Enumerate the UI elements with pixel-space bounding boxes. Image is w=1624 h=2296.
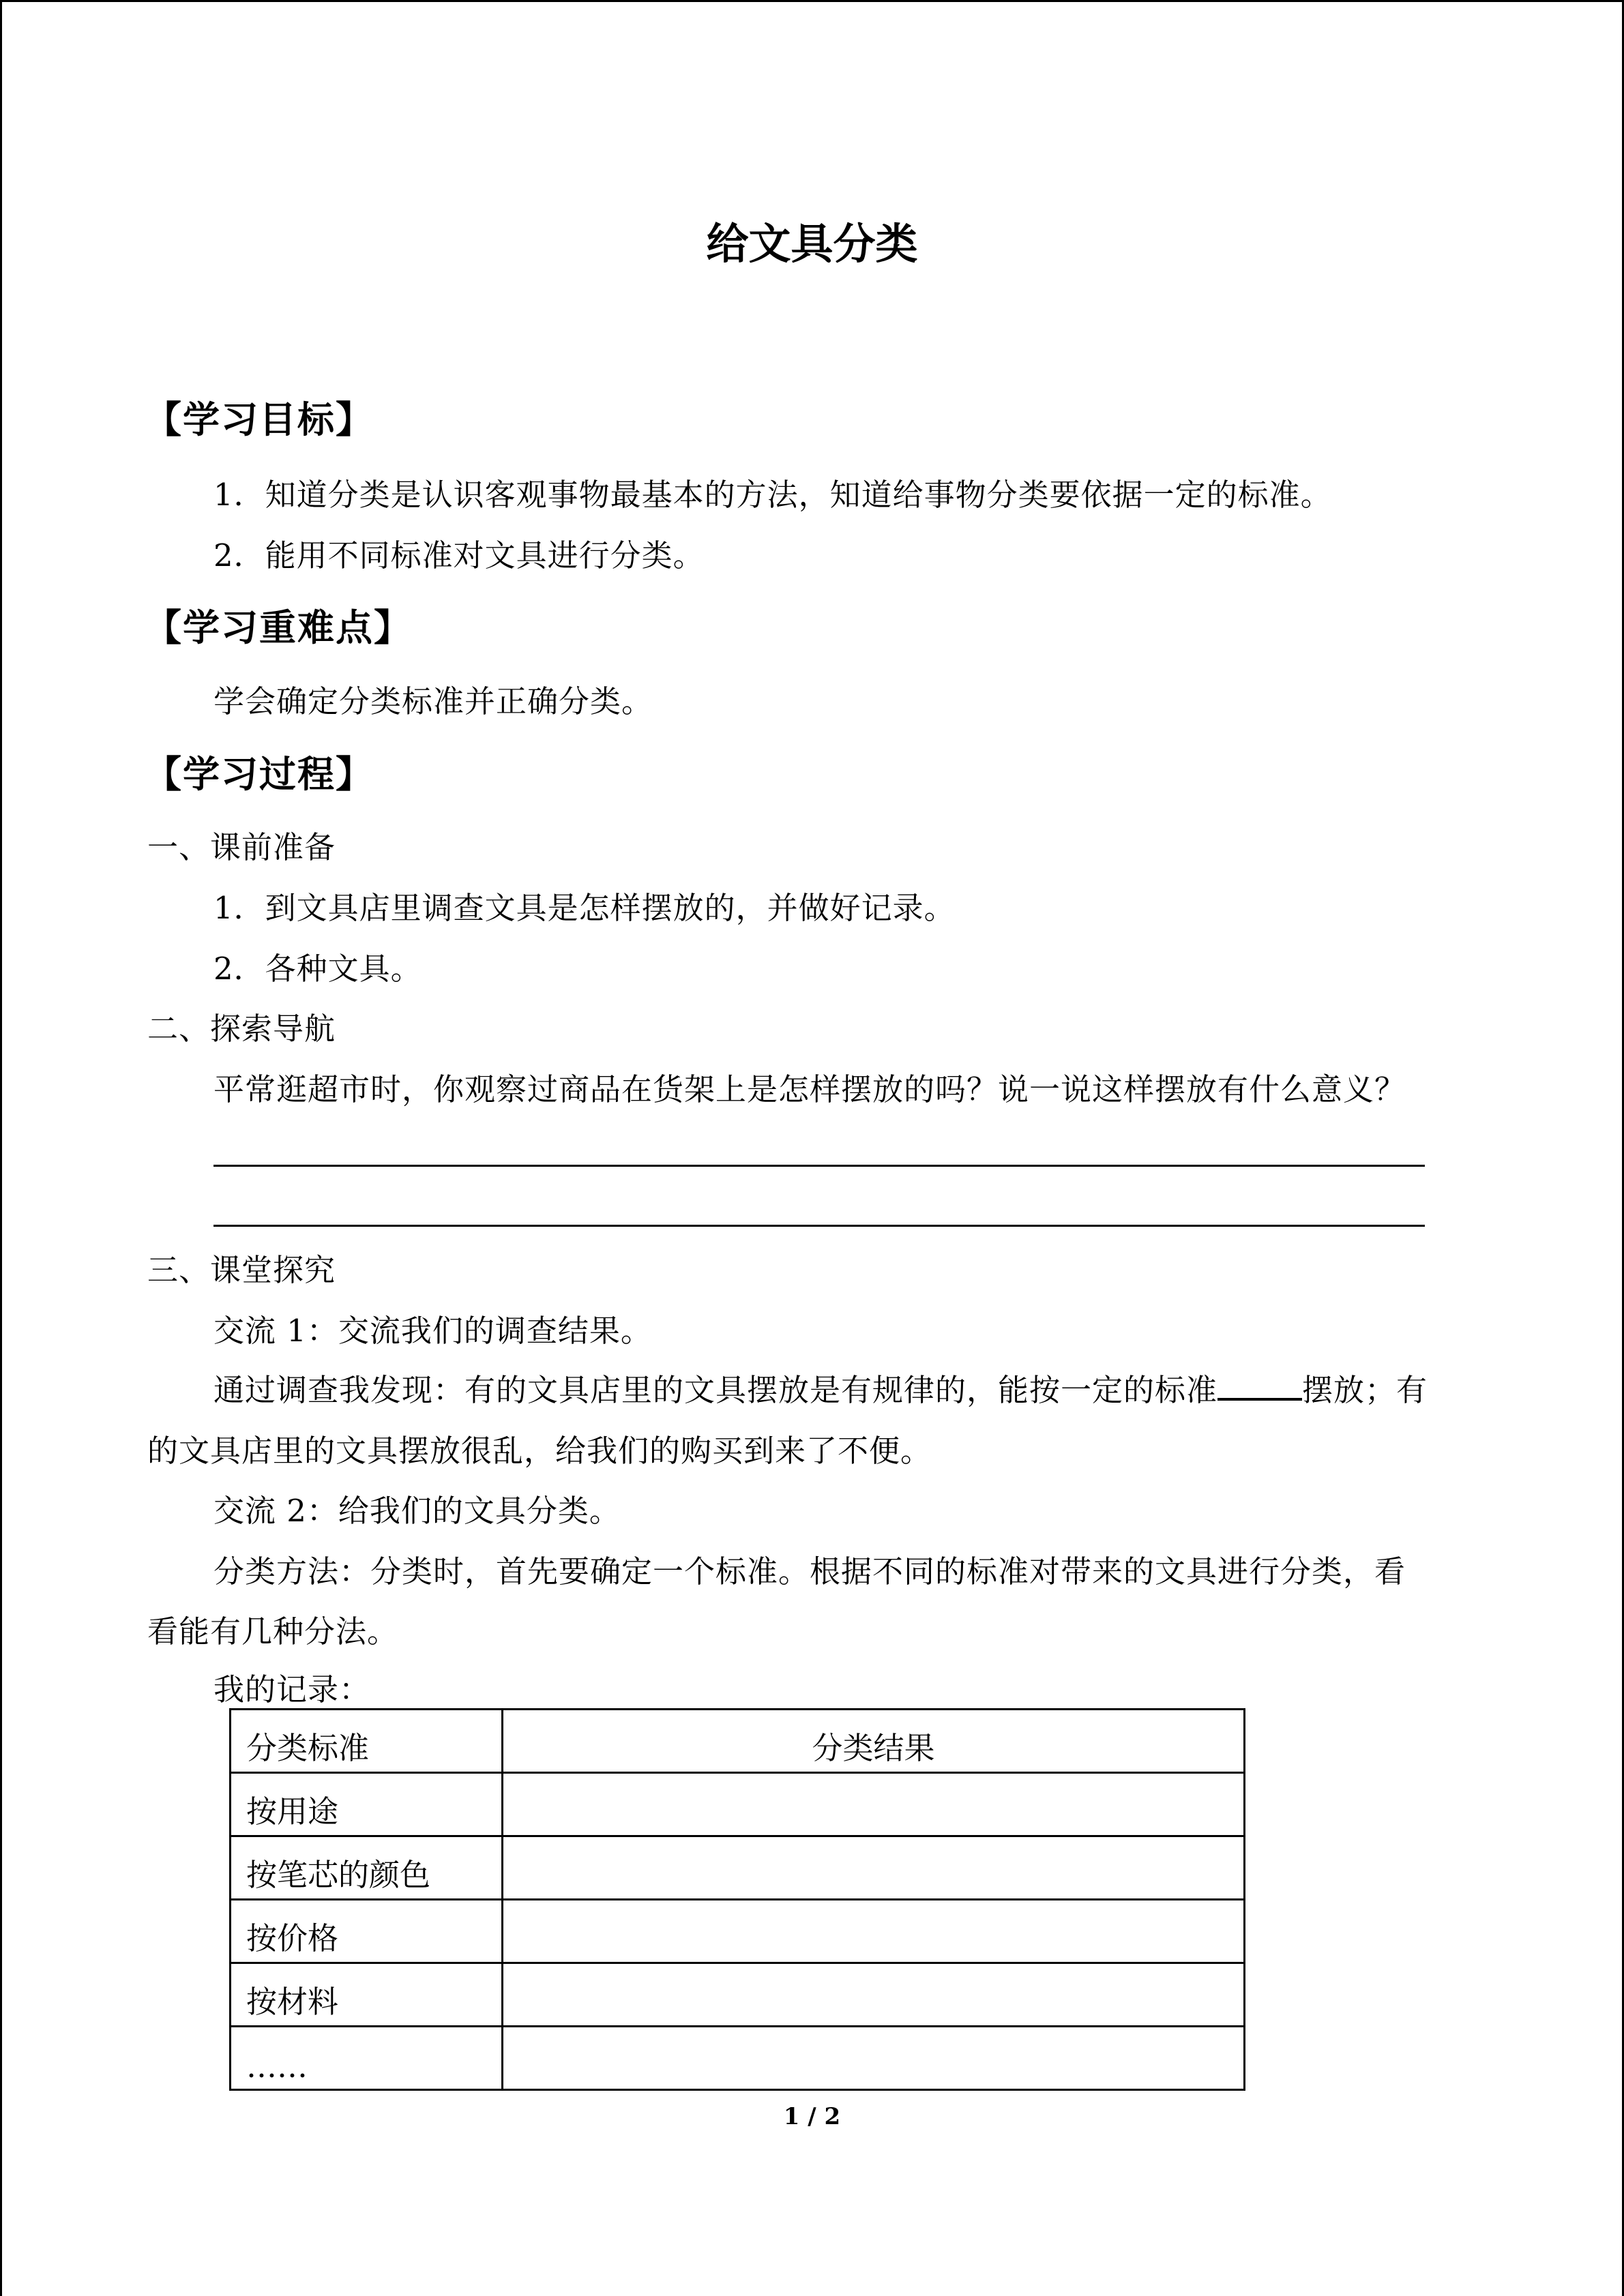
part1-label: 一、课前准备 [147, 829, 336, 865]
goal-item-2: 2．能用不同标准对文具进行分类。 [213, 537, 705, 573]
part1-item-2: 2．各种文具。 [213, 951, 422, 987]
part1-item-1: 1．到文具店里调查文具是怎样摆放的，并做好记录。 [213, 890, 956, 926]
row-result[interactable] [503, 1773, 1245, 1836]
table-row [231, 1963, 1245, 2027]
part3-label: 三、课堂探究 [147, 1252, 336, 1288]
table-row [231, 1836, 1245, 1900]
table-row [231, 1773, 1245, 1836]
answer-line-1[interactable] [213, 1165, 1425, 1167]
record-label: 我的记录： [213, 1671, 371, 1708]
row-result[interactable] [503, 1963, 1245, 2027]
goal-item-1: 1．知道分类是认识客观事物最基本的方法，知道给事物分类要依据一定的标准。 [213, 477, 1332, 513]
answer-line-2[interactable] [213, 1225, 1425, 1227]
page-number: 1 / 2 [783, 2103, 841, 2130]
finding-blank[interactable] [1217, 1375, 1302, 1401]
method-line-1: 分类方法：分类时，首先要确定一个标准。根据不同的标准对带来的文具进行分类，看 [213, 1553, 1406, 1590]
record-table [229, 1708, 1245, 2091]
exchange-1-text: 交流 1：交流我们的调查结果。 [213, 1313, 652, 1349]
key-points-text: 学会确定分类标准并正确分类。 [213, 683, 653, 719]
row-standard: 按用途 [231, 1773, 503, 1836]
process-heading: 【学习过程】 [145, 753, 374, 796]
header-standard: 分类标准 [231, 1710, 503, 1773]
row-standard: 按笔芯的颜色 [231, 1836, 503, 1900]
table-row [231, 1900, 1245, 1963]
page-border-top [0, 0, 1624, 2]
goals-heading: 【学习目标】 [145, 398, 374, 441]
page-title: 给文具分类 [706, 219, 918, 269]
row-standard: …… [231, 2027, 503, 2090]
exchange-2-text: 交流 2：给我们的文具分类。 [213, 1493, 621, 1529]
finding-line-1 [213, 1372, 1428, 1408]
table-header-row [231, 1710, 1245, 1773]
finding-text-after: 摆放；有 [1302, 1372, 1428, 1408]
table-row [231, 2027, 1245, 2090]
part2-label: 二、探索导航 [147, 1011, 336, 1047]
header-result: 分类结果 [503, 1710, 1245, 1773]
part2-question: 平常逛超市时，你观察过商品在货架上是怎样摆放的吗？说一说这样摆放有什么意义？ [213, 1071, 1406, 1107]
finding-text-before: 通过调查我发现：有的文具店里的文具摆放是有规律的，能按一定的标准 [213, 1372, 1218, 1408]
row-standard: 按材料 [231, 1963, 503, 2027]
row-result[interactable] [503, 2027, 1245, 2090]
finding-line-2: 的文具店里的文具摆放很乱，给我们的购买到来了不便。 [147, 1433, 932, 1469]
key-points-heading: 【学习重难点】 [145, 606, 412, 649]
row-standard: 按价格 [231, 1900, 503, 1963]
page-border-left [0, 0, 2, 2296]
row-result[interactable] [503, 1836, 1245, 1900]
row-result[interactable] [503, 1900, 1245, 1963]
method-line-2: 看能有几种分法。 [147, 1613, 399, 1650]
